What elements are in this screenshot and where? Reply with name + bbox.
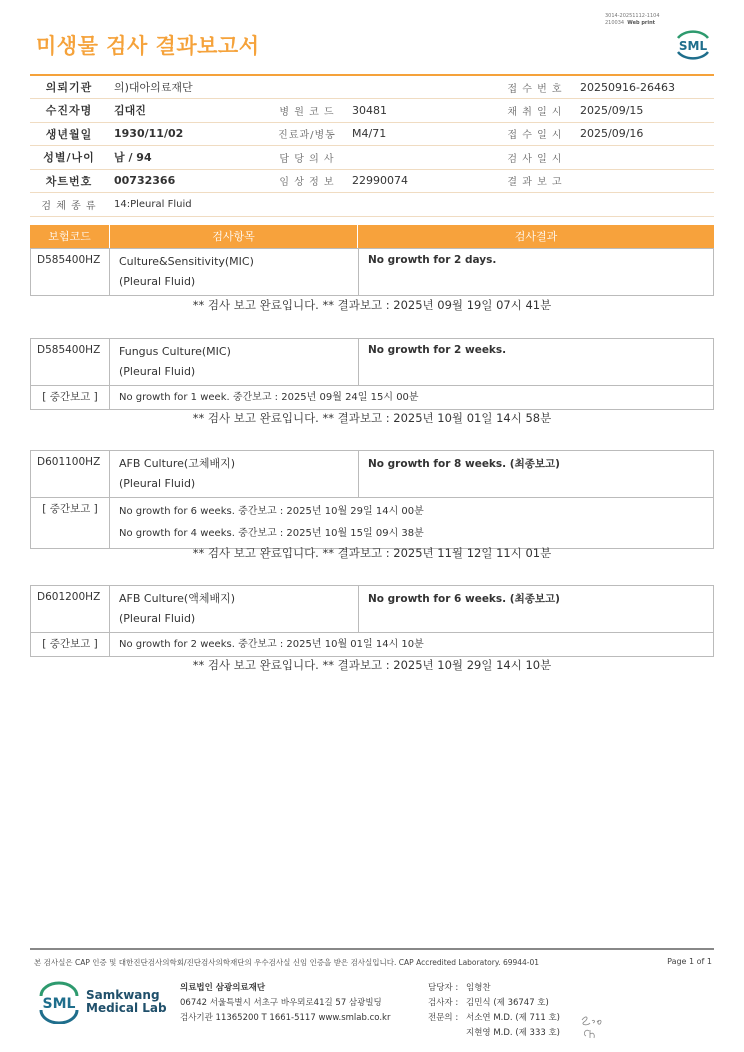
label-receipt-date: 접 수 일 시 <box>496 122 574 146</box>
test-specimen: (Pleural Fluid) <box>119 477 196 490</box>
value-dept: M4/71 <box>346 122 496 146</box>
value-chart-no: 00732366 <box>108 169 268 193</box>
label-birth: 생년월일 <box>30 122 108 146</box>
test-specimen: (Pleural Fluid) <box>119 365 196 378</box>
table-row <box>31 451 713 498</box>
patient-info-table <box>30 74 714 217</box>
value-clinical: 22990074 <box>346 169 496 193</box>
report-complete: ** 검사 보고 완료입니다. ** 결과보고 : 2025년 11월 12일 11시 01분 <box>192 546 552 560</box>
interim-label: [ 중간보고 ] <box>31 633 110 656</box>
label-test-date: 검 사 일 시 <box>496 146 574 170</box>
label-dept: 진료과/병동 <box>268 122 346 146</box>
value-birth: 1930/11/02 <box>108 122 268 146</box>
interim-entry: No growth for 1 week. 중간보고 : 2025년 09월 24일 15시 00분 <box>119 392 419 403</box>
label-collect: 채 취 일 시 <box>496 99 574 123</box>
interim-label: [ 중간보고 ] <box>31 498 110 548</box>
test-block <box>30 338 714 410</box>
label-report: 결 과 보 고 <box>496 169 574 193</box>
page-number: Page 1 of 1 <box>667 957 712 966</box>
test-name: AFB Culture(고체배지) <box>119 457 236 470</box>
sml-logo-icon <box>670 24 716 64</box>
test-block <box>30 248 714 296</box>
test-result: No growth for 2 days. <box>368 254 497 266</box>
col-code: 보험코드 <box>30 225 110 248</box>
interim-entry: No growth for 2 weeks. 중간보고 : 2025년 10월 01일 14시 10분 <box>119 639 424 650</box>
label-specimen: 검 체 종 류 <box>30 193 108 217</box>
test-name: Culture&Sensitivity(MIC) <box>119 255 254 268</box>
test-result: No growth for 6 weeks. (최종보고) <box>368 593 560 605</box>
test-specimen: (Pleural Fluid) <box>119 612 196 625</box>
value-receipt-no: 20250916-26463 <box>574 75 714 99</box>
results-header <box>30 225 714 248</box>
value-test-date <box>574 146 714 170</box>
report-complete: ** 검사 보고 완료입니다. ** 결과보고 : 2025년 09월 19일 07시 41분 <box>192 298 552 312</box>
value-specimen: 14:Pleural Fluid <box>108 193 714 217</box>
value-receipt-date: 2025/09/16 <box>574 122 714 146</box>
svg-text:SML: SML <box>678 39 708 53</box>
interim-entry: No growth for 4 weeks. 중간보고 : 2025년 10월 15일 09시 38분 <box>119 528 424 539</box>
test-result: No growth for 2 weeks. <box>368 344 507 356</box>
staff-info: 담당자 : 임형찬 검사자 : 김민식 (제 36747 호) 전문의 : 서소연 M.D. (제 711 호) 지현영 M.D. (제 333 호) <box>428 983 561 1038</box>
value-name: 김대진 <box>108 99 268 123</box>
value-doctor <box>346 146 496 170</box>
label-institution: 의뢰기관 <box>30 75 108 99</box>
test-code: D601100HZ <box>31 451 110 497</box>
label-hospital-code: 병 원 코 드 <box>268 99 346 123</box>
table-row <box>31 249 713 295</box>
label-sex-age: 성별/나이 <box>30 146 108 170</box>
accreditation-note: 본 검사실은 CAP 인증 및 대한진단검사의학회/진단검사의학재단의 우수검사실 신임 인증을 받은 검사실입니다. CAP Accredited Laboratory. 69944-01 <box>34 958 540 967</box>
test-block <box>30 450 714 549</box>
table-row <box>31 339 713 386</box>
footer-divider <box>30 948 714 950</box>
label-name: 수진자명 <box>30 99 108 123</box>
col-item: 검사항목 <box>110 225 358 248</box>
svg-text:SML: SML <box>42 996 76 1012</box>
org-info: 의료법인 삼광의료재단 06742 서울특별시 서초구 바우뫼로41길 57 삼광빌딩 검사기관 11365200 T 1661-5117 www.smlab.co.kr <box>180 983 391 1023</box>
test-code: D585400HZ <box>31 249 110 295</box>
test-code: D585400HZ <box>31 339 110 385</box>
test-block <box>30 585 714 657</box>
test-specimen: (Pleural Fluid) <box>119 275 196 288</box>
value-report <box>574 169 714 193</box>
interim-entry: No growth for 6 weeks. 중간보고 : 2025년 10월 29일 14시 00분 <box>119 506 424 517</box>
sml-logo-icon <box>36 980 82 1024</box>
test-name: AFB Culture(액체배지) <box>119 592 236 605</box>
report-complete: ** 검사 보고 완료입니다. ** 결과보고 : 2025년 10월 01일 14시 58분 <box>192 411 552 425</box>
label-clinical: 임 상 정 보 <box>268 169 346 193</box>
signature-icon <box>578 1012 610 1042</box>
interim-row <box>31 498 713 548</box>
interim-row <box>31 386 713 409</box>
test-result: No growth for 8 weeks. (최종보고) <box>368 458 560 470</box>
print-code: 3014-20251112-1104 210034 Web print <box>605 13 660 26</box>
value-hospital-code: 30481 <box>346 99 496 123</box>
brand-name: Samkwang Medical Lab <box>86 988 167 1015</box>
value-institution: 의)대아의료재단 <box>108 75 496 99</box>
label-chart-no: 차트번호 <box>30 169 108 193</box>
label-receipt-no: 접 수 번 호 <box>496 75 574 99</box>
value-sex-age: 남 / 94 <box>108 146 268 170</box>
test-code: D601200HZ <box>31 586 110 632</box>
col-result: 검사결과 <box>514 230 558 243</box>
interim-row <box>31 633 713 656</box>
report-title: 미생물 검사 결과보고서 <box>36 34 260 58</box>
table-row <box>31 586 713 633</box>
value-collect: 2025/09/15 <box>574 99 714 123</box>
label-doctor: 담 당 의 사 <box>268 146 346 170</box>
interim-label: [ 중간보고 ] <box>31 386 110 409</box>
report-complete: ** 검사 보고 완료입니다. ** 결과보고 : 2025년 10월 29일 14시 10분 <box>192 658 552 672</box>
test-name: Fungus Culture(MIC) <box>119 345 231 358</box>
